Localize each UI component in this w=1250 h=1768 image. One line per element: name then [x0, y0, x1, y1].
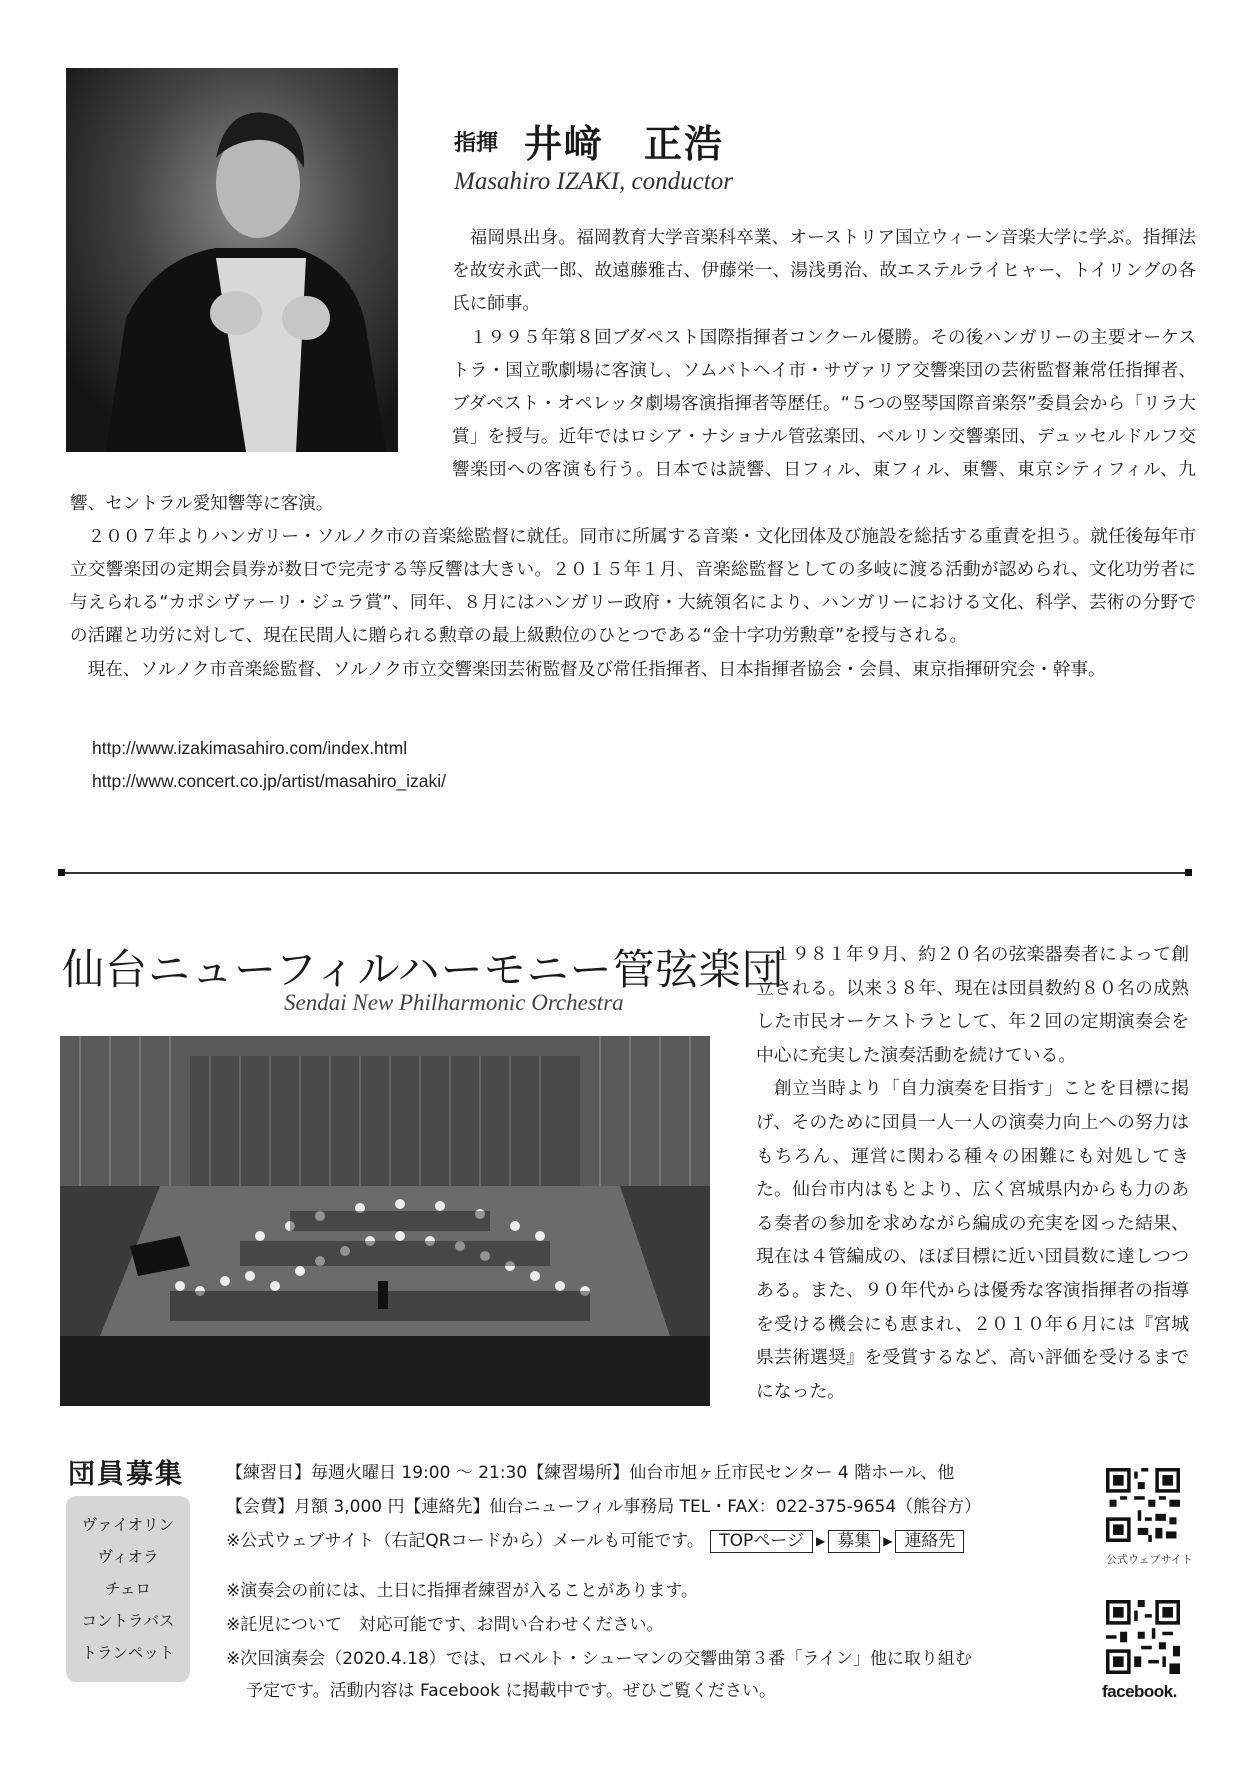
part-item: チェロ [104, 1580, 152, 1598]
nav-top-button[interactable]: TOPページ [710, 1530, 813, 1553]
part-item: ヴィオラ [97, 1548, 159, 1566]
conductor-name: 井﨑 正浩 [524, 121, 725, 166]
orchestra-title-en: Sendai New Philharmonic Orchestra [284, 990, 624, 1015]
part-item: コントラバス [81, 1612, 175, 1630]
bio-paragraph: ２００７年よりハンガリー・ソルノク市の音楽総監督に就任。同市に所属する音楽・文化団体及び施設を総括する重責を担う。就任後毎年市立交響楽団の定期会員券が数日で完売する等反響は大きい。２０１５年１月、音楽総監督としての多岐に渡る活動が認められ、文化功労者に与えられる“カポシヴァーリ・ジュラ賞”、同年、８月にはハンガリー政府・大統領名により、ハンガリーにおける文化、科学、芸術の分野での活躍と功労に対して、現在民間人に贈られる勲章の最上級勲位のひとつである“金十字功労勲章”を授与される。 [70, 526, 1196, 647]
divider-end [1185, 869, 1192, 876]
bio-paragraph: １９９５年第８回ブダペスト国際指揮者コンクール優勝。その後ハンガリーの主要オーケストラ・国立歌劇場に客演し、ソムバトヘイ市・サヴァリア交響楽団の芸術監督兼常任指揮者、ブダペスト・オペレッタ劇場客演指揮者等歴任。“５つの竪琴国際音楽祭”委員会から「リラ大賞」を授与。近年ではロシア・ナショナル管弦楽団、ベルリン交響楽団、デュッセルドルフ交響楽団への客演も行う。日本では読響、日フィル、東フィル、東響、東京シティフィル、九響、セントラル愛知響等に客演。 [70, 327, 1196, 514]
bio-paragraph: 現在、ソルノク市音楽総監督、ソルノク市立交響楽団芸術監督及び常任指揮者、日本指揮者協会・会員、東京指揮研究会・幹事。 [87, 659, 1106, 680]
note-childcare: ※託児について 対応可能です、お問い合わせください。 [226, 1615, 664, 1635]
note-next-concert: ※次回演奏会（2020.4.18）では、ロベルト・シューマンの交響曲第３番「ライン」他に取り組む [226, 1649, 972, 1669]
conductor-name-en: Masahiro IZAKI, conductor [454, 168, 733, 195]
orchestra-description [756, 938, 1189, 1408]
orchestra-paragraph: １９８１年９月、約２０名の弦楽器奏者によって創立される。以来３８年、現在は団員数約８０名の成熟した市民オーケストラとして、年２回の定期演奏会を中心に充実した演奏活動を続けている。 [756, 944, 1189, 1066]
qr-code-icon [1106, 1600, 1180, 1674]
note-next-concert-cont: 予定です。活動内容は Facebook に掲載中です。ぜひご覧ください。 [246, 1681, 776, 1701]
conductor-role: 指揮 [454, 130, 499, 156]
arrow-right-icon: ▶ [883, 1534, 893, 1548]
qr-website-label: 公式ウェブサイト [1106, 1553, 1193, 1566]
part-item: ヴァイオリン [81, 1516, 175, 1534]
url-link[interactable]: http://www.concert.co.jp/artist/masahiro_izaki/ [92, 771, 447, 791]
website-note: ※公式ウェブサイト（右記QRコードから）メールも可能です。 [226, 1531, 704, 1551]
facebook-label: facebook. [1102, 1682, 1177, 1701]
qr-facebook[interactable] [1106, 1600, 1180, 1678]
qr-code-icon [1106, 1468, 1180, 1542]
orchestra-photo [60, 1036, 710, 1406]
arrow-right-icon: ▶ [815, 1534, 826, 1548]
divider-end [58, 869, 65, 876]
orchestra-title: 仙台ニューフィルハーモニー管弦楽団 [62, 945, 785, 994]
bio-paragraph: 福岡県出身。福岡教育大学音楽科卒業、オーストリア国立ウィーン音楽大学に学ぶ。指揮法を故安永武一郎、故遠藤雅古、伊藤栄一、湯浅勇治、故エステルライヒャー、トイリングの各氏に師事。 [452, 228, 1196, 315]
conductor-bio [70, 222, 1196, 687]
qr-website[interactable] [1106, 1468, 1180, 1546]
section-divider [61, 872, 1189, 874]
practice-info: 【練習日】毎週火曜日 19:00 ～ 21:30【練習場所】仙台市旭ヶ丘市民センター 4 階ホール、他 [226, 1463, 955, 1483]
fee-info: 【会費】月額 3,000 円【連絡先】仙台ニューフィル事務局 TEL・FAX：022-375-9654（熊谷方） [226, 1497, 982, 1517]
parts-box [66, 1496, 190, 1682]
recruit-title: 団員募集 [68, 1459, 184, 1490]
nav-recruit-button[interactable]: 募集 [828, 1530, 880, 1553]
orchestra-paragraph: 創立当時より「自力演奏を目指す」ことを目標に掲げ、そのために団員一人一人の演奏力向上への努力はもちろん、運営に関わる種々の困難にも対処してきた。仙台市内はもとより、広く宮城県内からも力のある奏者の参加を求めながら編成の充実を図った結果、現在は４管編成の、ほぼ目標に近い団員数に達しつつある。また、９０年代からは優秀な客演指揮者の指導を受ける機会にも恵まれ、２０１０年６月には『宮城県芸術選奨』を受賞するなど、高い評価を受けるまでになった。 [756, 1078, 1189, 1402]
nav-contact-button[interactable]: 連絡先 [895, 1530, 964, 1553]
note-rehearsal: ※演奏会の前には、土日に指揮者練習が入ることがあります。 [226, 1581, 698, 1601]
part-item: トランペット [81, 1644, 175, 1662]
url-link[interactable]: http://www.izakimasahiro.com/index.html [92, 738, 408, 758]
website-info [226, 1526, 965, 1553]
